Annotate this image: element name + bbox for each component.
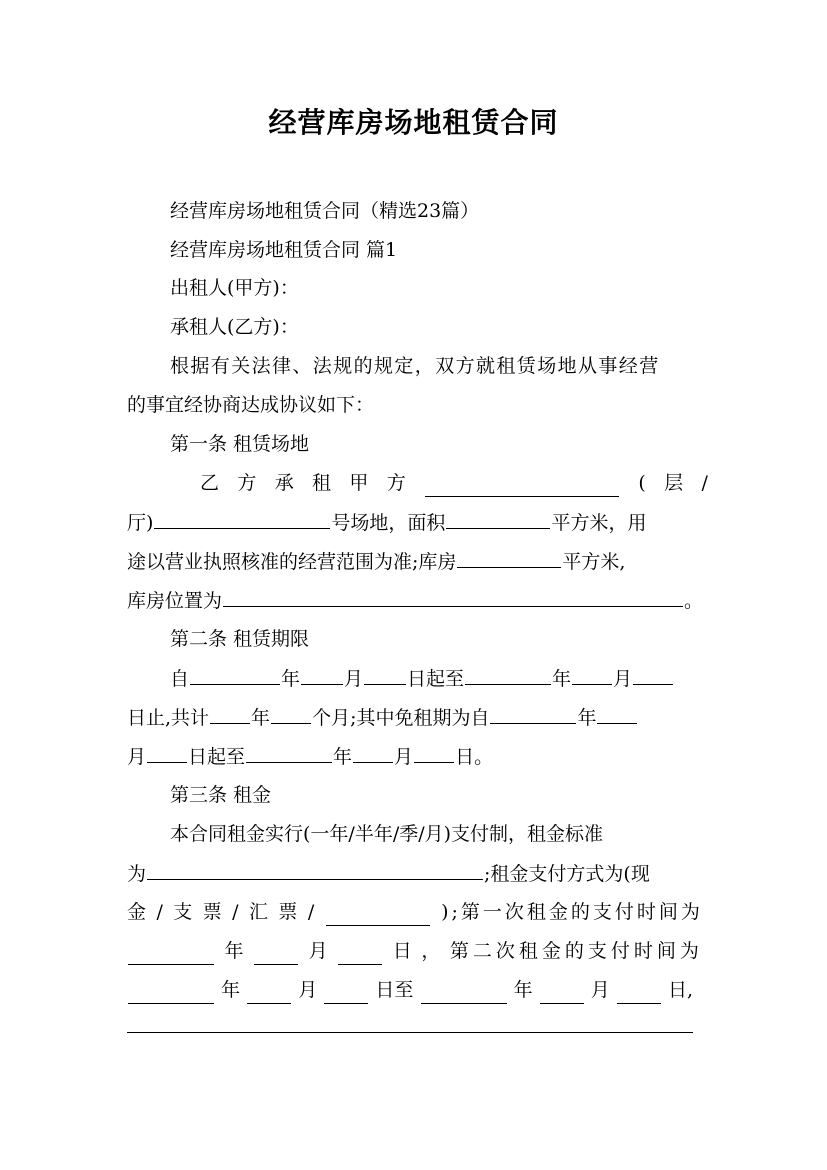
text-segment: 月: [613, 668, 633, 690]
blank-field[interactable]: [128, 983, 214, 1004]
blank-field[interactable]: [154, 508, 330, 529]
text-segment: 年: [281, 668, 301, 690]
document-title: 经营库房场地租赁合同: [268, 106, 559, 139]
blank-field[interactable]: [353, 742, 393, 763]
blank-field[interactable]: [457, 547, 561, 568]
article-1-line-1: [200, 469, 708, 497]
text-segment: 方: [237, 472, 257, 494]
text-segment: 日: [392, 940, 412, 962]
article-2-line-3: [127, 742, 493, 771]
text-segment: 乙: [200, 472, 220, 494]
text-segment: 月: [127, 746, 147, 768]
text-segment: 日至: [375, 979, 414, 1001]
blank-field[interactable]: [247, 983, 291, 1004]
blank-field[interactable]: [301, 664, 343, 685]
article-3-line-2: [127, 859, 650, 888]
text-segment: 个月;其中免租期为自: [312, 707, 490, 729]
text-segment: /: [156, 901, 163, 923]
blank-field[interactable]: [425, 476, 619, 497]
text-segment: ，: [421, 940, 441, 962]
preamble-line-1: 根据有关法律、法规的规定，双方就租赁场地从事经营: [170, 355, 660, 377]
text-segment: 年: [251, 707, 271, 729]
text-segment: /: [701, 472, 708, 494]
text-segment: /: [232, 901, 239, 923]
text-segment: 月: [394, 746, 414, 768]
blank-field[interactable]: [446, 508, 550, 529]
text-segment: 月: [344, 668, 364, 690]
text-segment: 层: [664, 472, 684, 494]
text-segment: /: [307, 901, 315, 923]
article-1-line-2: [127, 508, 646, 537]
blank-field[interactable]: [326, 905, 430, 926]
blank-field[interactable]: [633, 664, 673, 685]
article-2-heading: 第二条 租赁期限: [170, 628, 310, 650]
text-segment: 。: [684, 590, 704, 612]
text-segment: 日起至: [407, 668, 465, 690]
text-segment: 年: [513, 979, 533, 1001]
text-segment: 方: [386, 472, 406, 494]
lessor-line: 出租人(甲方)：: [170, 277, 299, 299]
blank-field[interactable]: [147, 859, 483, 880]
text-segment: 租: [312, 472, 332, 494]
blank-field[interactable]: [421, 983, 507, 1004]
blank-field[interactable]: [223, 586, 683, 607]
text-segment: 年: [552, 668, 572, 690]
text-segment: 途以营业执照核准的经营范围为准;库房: [127, 551, 457, 573]
text-segment: 年: [221, 979, 241, 1001]
blank-field[interactable]: [414, 742, 454, 763]
blank-field[interactable]: [465, 664, 551, 685]
article-3-heading: 第三条 租金: [170, 784, 272, 806]
text-segment: 月: [308, 940, 328, 962]
blank-field[interactable]: [190, 664, 280, 685]
subtitle-line: 经营库房场地租赁合同（精选23篇）: [170, 200, 480, 222]
article-3-line-4: [127, 937, 703, 965]
text-segment: 甲: [349, 472, 369, 494]
article-3-line-5: [127, 976, 693, 1004]
blank-field[interactable]: [127, 1032, 693, 1033]
article-3-line-3: [127, 898, 703, 926]
text-segment: 月: [590, 979, 610, 1001]
text-segment: 金: [127, 901, 147, 923]
text-segment: 日。: [455, 746, 494, 768]
article-1-heading: 第一条 租赁场地: [170, 433, 310, 455]
text-segment: 库房位置为: [127, 590, 223, 612]
blank-field[interactable]: [324, 983, 368, 1004]
text-segment: 票: [278, 901, 298, 923]
blank-field[interactable]: [271, 703, 311, 724]
blank-field[interactable]: [254, 944, 298, 965]
blank-field[interactable]: [210, 703, 250, 724]
text-segment: 月: [298, 979, 318, 1001]
text-segment: 厅): [127, 512, 154, 534]
article-3-line-1: 本合同租金实行(一年/半年/季/月)支付制，租金标准: [170, 823, 604, 845]
preamble-line-2: 的事宜经协商达成协议如下：: [127, 394, 375, 416]
article-2-line-2: [127, 703, 638, 732]
blank-field[interactable]: [572, 664, 612, 685]
text-segment: 自: [170, 668, 190, 690]
blank-field[interactable]: [597, 703, 637, 724]
blank-field[interactable]: [617, 983, 661, 1004]
article-1-line-3: [127, 547, 625, 576]
text-segment: 承: [274, 472, 294, 494]
text-segment: 支: [173, 901, 193, 923]
article-2-line-1: [170, 664, 674, 693]
lessee-line: 承租人(乙方)：: [170, 316, 299, 338]
text-segment: 汇: [248, 901, 268, 923]
blank-field[interactable]: [540, 983, 584, 1004]
blank-field[interactable]: [364, 664, 406, 685]
blank-field[interactable]: [490, 703, 576, 724]
text-segment: 年: [577, 707, 597, 729]
text-segment: );第一次租金的支付时间为: [441, 901, 703, 923]
blank-field[interactable]: [338, 944, 382, 965]
text-segment: 平方米，用: [551, 512, 647, 534]
blank-field[interactable]: [246, 742, 332, 763]
text-segment: 年: [224, 940, 244, 962]
text-segment: (: [638, 472, 646, 494]
section-heading: 经营库房场地租赁合同 篇1: [170, 239, 398, 261]
text-segment: 号场地，面积: [331, 512, 446, 534]
blank-field[interactable]: [147, 742, 187, 763]
text-segment: 第二次租金的支付时间为: [449, 940, 703, 962]
article-1-line-4: [127, 586, 703, 615]
text-segment: 年: [333, 746, 353, 768]
text-segment: 平方米,: [562, 551, 626, 573]
text-segment: ;租金支付方式为(现: [484, 863, 650, 885]
text-segment: 日起至: [188, 746, 246, 768]
text-segment: 为: [127, 863, 147, 885]
blank-field[interactable]: [128, 944, 214, 965]
text-segment: 日止,共计: [127, 707, 210, 729]
text-segment: 日,: [667, 979, 693, 1001]
text-segment: 票: [202, 901, 222, 923]
